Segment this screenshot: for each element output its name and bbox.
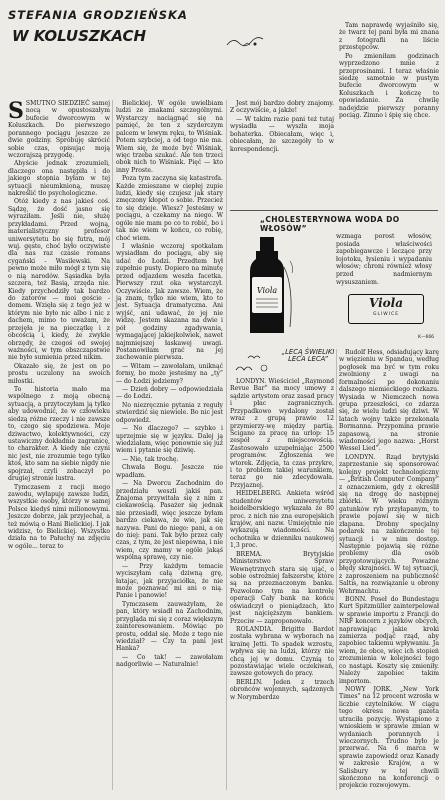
paragraph: — Nie, tak trochę. (122, 455, 179, 463)
drop-cap: S (8, 98, 24, 124)
ad-description: wzmaga porost włosów, posiada właściwości zapobiegawcze i leczące przy łojotoku, łysieniu i wypadaniu włosów; chroni również włosy przed nadmiernym wysuszaniem. (336, 233, 432, 286)
article-column-right-top (339, 22, 439, 120)
paragraph: — Przy każdym temacie wyciszyłam całą dziwną grę, łatając, jak przyjaciółka, że nie może poznawać mi ani o nią. Panie i panowie! (116, 562, 223, 600)
news-item: ROLANDIA. Brigitte Bardot została wybrana w wyborach na krainę Jetti. To spadek wzrostu, wpływa się na ludzi, którzy nie chcą jej w domu. Czynią to pozostawiając wiele oczekiwań, zawsze gotowych do pracy. (230, 625, 334, 678)
column-divider (112, 100, 113, 790)
column-divider (336, 349, 337, 790)
section-heading: „LECĄ ŚWIELIKI LECA LECA” (281, 348, 335, 364)
brand-name: Viola (369, 296, 403, 310)
paragraph-text: SMUTNO SIEDZIEĆ samej nocą w opustoszałym bufecie dworcowym w Koluszkach. Do pierwszego porannego pociągu jeszcze ze dwie godziny. Spróbuję skrócić sobie czas, opisując moją wczorajszą przygodę. (8, 100, 110, 159)
news-item: HEIDELBERG. Ankieta wśród studentów uniwersytetu heidelberskiego wykazała że 80 proc. z nich nie zna europejskich krajów, ani nazw. Umiejętnie nie wykazują wiadomości. Na ochotnika w dzienniku naukowej 1,3 proc. (230, 490, 334, 550)
brand-logo (348, 294, 424, 324)
paragraph: — Na Dworcu Zachodnim do przedziału weszli jakiś pan. Znajoma przywitała się z nim z ciekawością. Pasażer się jednak nie przesiadł, więc jeszcze byłam bardzo ciekawa, że wie, jak się nazywa. Pani do niego: pani, a on do niej: pani. Tak było przez cały czas, z tym, że jest niepewna, i nie wiem, czy mamy w ogóle jakąś wspólną sprawę, czy nie. (116, 480, 223, 562)
advertisement-box (230, 210, 438, 347)
paragraph (8, 100, 110, 159)
paragraph: — Co tak! — zawołałam nadgorliwie — Naturalnie! (116, 653, 223, 669)
news-item: LONDYN. Wieściciel „Raymond Revue Bar” na mocy umowy z sądzie artystom oraz zasad pracy i płac zagranicznych. Przypadkowo wydalony został wraz z grupą prawie 12 przymierzy-wę między partią. Ścigano za pracę na urlop: 15 zespół z miejscowością. Zastosowało uzupełniając 2500 programów. Zgłoszenia we wtorek. Zdjęcia, ta czas przykre, i to problem takiej warunkiem, teraz go nie zdecydowała. Przyjaznej. (230, 378, 334, 489)
paragraph: No niezręcznie pytania z reguły stwierdzić się niewiele. Bo nic jest odpowiedź. (116, 401, 223, 424)
paragraph: Chwała Bogu. Jeszcze nie wpadłam. (116, 464, 223, 479)
paragraph: To historia mało ma wspólnego z moją obecną sytuacją, a przytoczyłam ją tylko aby udowodnić, że w człowieku siedzą różne rzeczy i nie zawsze to, czego się spodziewa. Moje dziwactwo, kolektywności, czy ustawiczny dokładnie zagranicę, to charakter. A kiedy nie czyni nic jest, nie zrozumie tego tylko ktoś, kto sam na siebie nigdy nie spojrzał, czyli zobaczył po drugiej stronie lustra. (8, 386, 110, 483)
news-column-left (230, 378, 334, 794)
news-item: BERLIN. Jeden z trzech obrońców wojennych, sądzonych w Norymberdze (230, 678, 334, 701)
bottle-illustration (238, 237, 298, 337)
flying-birds-illustration (232, 350, 272, 376)
news-column-right (339, 349, 439, 794)
paragraph: — W takim razie pani też tutaj wysiadła — wyszła moja bohaterka. Obiecałam, więc i, obiecałam, że szczegóły to w korespondencji. (230, 115, 334, 153)
paragraph: — No dlaczego? — szybko i uprzejmie się w języku. Dalej ją wiedziałam, więc ponownie się już wiem i pytanie się dziwię. (116, 425, 223, 455)
news-item: BREMA. Brytyjskie Ministerstwo Spraw Wewnętrznych stara się ująć, o sobie ostrożniej fałszerstw, które są na przeznaczonym banku. Pozwolono tym na kontrolę operacji Cały bank na końcu oświadczył o pieniądzach, kto jest najcięższym bankiem. Przeciw — zaproponowało. (230, 550, 334, 625)
paragraph: Tymczasem zauważyłam, że pan, który wsiadł na Zachodnim, przygląda mi się z coraz większym zainteresowaniem. Mówiąc po prostu, oddał się. Może z tego nie wiedział? — Czy ta pani jest Hanka? (116, 600, 223, 653)
paragraph: — Witam — zawołałam, uniknąć formy, bo może jesteśmy na „ty” — do Łodzi jedziemy? (116, 362, 223, 385)
paragraph: Bielickiej. W ogóle uwielbiam ludzi ze znakami szczególnymi. Wystarczy naciągnąć się na pamięć, że ten z szyderczym palcem w lewym ręku, to Wiśniak. Potem szybciej, a od tego nie ma. Wiem się, że może być Wiśniak, więc trzeba szukać. Ale ten trzeci obok nich to Wiśniak. Pięć — kto inny Proste. (116, 100, 223, 174)
paragraph: Otóż kiedy z nas jakieś coś. Sądzę, że dość jasno się wyraziłam. Jeśli nie, służę przykładami. Przed wojną, materialistyczny profesor uniwersytetu bo się futra, mój wuj. gęste, choć było oczywiste dla nas raz czasie romans cygański - Wasilewski. Na pewno może miło mógł z tym się o nią narodów. Sąsiadka była szczera, też Basią, zrzęda nie. Kiedy przychodziły tak bardzo do zatorów — moi goście - domem. Wzięła się z tego jeż w którym nie było nic albo i nic z dachem, mimo to uważam, że przejęła je na pieczątkę i z obcością i, kiedy, że zwykle obrzędy, że czegoś od swojej ważności, w tym obszczapstwie nie było sumienia przed nikim. (8, 198, 110, 362)
article-column-3 (230, 100, 334, 206)
column-divider (226, 100, 227, 790)
ad-headline: „CHOLESTERYNOWA WODA DO WŁOSÓW” (260, 215, 400, 233)
news-item: LONDYN. Rząd brytyjski zaprzestanie się sponsorować kolejny projekt technologiczny — „British Computer Company” z oznaczeniem, gdy z określił się na drogę do następnej zbiórki. W wieku różnym gatunków ryb przyłapanym, to prawie pojawi się w nich złapana. Drobny specjalny podarek na zakończenie tej sytuacji i w nim dostęp. Następnie pojawią się różne problemy dla osób przygotowujących. Poważne błędy skrajności. W tej sytuacji, z zaproszeniem na publiczność Saltis, na rozwiązanie u obrony Wehrmachtu. (339, 453, 439, 595)
paragraph: — Dzień dobry — odpowiedziała — do Łodzi. (116, 386, 223, 401)
article-column-1 (8, 100, 110, 794)
paragraph: Abyście jednak zrozumieli, dlaczego ona następiła i do jakiego stopnia byłam w tej sytuacji nieumknioną, muszę nakreślić tło psychologiczne. (8, 160, 110, 198)
paragraph: Jest mój bardzo dobry znajomy. Z oczywiście, a jakże! (230, 100, 334, 115)
brand-city: GLIWICE (372, 312, 400, 317)
news-item: Rudolf Hess, odsiadujący karę w więzieniu w Spandau, według pogłosek ma być w tym roku zwolniony z uwagi na formalności po dokonaniu dalszego niemieckiego rozkazu. Wysiada w Niemczech nowa grupa przeszłości, co zdarza się, że wielu ludzi się dziwi. W latach wojny także przekonała Bormanna. Przypomina prawie zapasową, na stronie wiadomości jego nazwa: „Horst Wessel Lied”. (339, 349, 439, 453)
ad-code: K—666 (418, 335, 435, 340)
bottle-label: Viola (256, 286, 278, 295)
paragraph: Tymczasem z racji mego zawodu, wyłapuję zawsze ludzi, wszystkie osoby, którzy w samej Polsce kiedyś nimi milionowymi. Jeszcze dobrze, jak przyjechał, a też mówią o Hani Bielickiej. I jak widzisz, to Bielickiej. Wszystko działa na to Pałuchy na zdjęciu w ogóle... teraz to (8, 483, 110, 550)
news-item: BONN. Poseł do Bundestagu Kurt Spitzmüller zainterpelował w sprawie importu z Francji do NRF koncern z języków obcych, naprawiając jakie kroki zamierza podjąć rząd, aby zapobiec takiemu wpływaniu. Ja wiem, że obce, więc ich stopień zrozumienia w kolejności tego co nastąpi. Koszty się zmieniły. Należy zapobiec takim importom. (339, 595, 439, 685)
paragraph: Po zmieniłam godzinach wyprzedzono mnie z przeprosinami. I teraz właśnie siedzę samotnie w pustym bufecie dworcowym w Koluszkach i kończę to opowiadanie. Za chwilę nadejdzie pierwszy poranny pociąg. Zimno i śpię się chce. (339, 52, 439, 120)
paragraph: Okazało się, że jest on po prostu uczulony na swoich miłostki. (8, 362, 110, 385)
author-byline: STEFANIA GRODZIEŃSKA (8, 8, 188, 22)
pen-doodle-illustration (225, 35, 265, 49)
paragraph: Poza tym zaczyna się katastrofa. Każde zmieszane w ciepłej zupie ludzi, kiedy się czujesz jak stary zmęczony kłopot o sobie. Przecież to się dzieje. Wiesz? Jesteśmy w pociągu, a czekamy na niego. W ogóle nie mam po co to robić, bo i tak nie wiem w końcu, co robię, choć wiem. (116, 175, 223, 242)
article-column-2 (116, 100, 223, 794)
paragraph: I właśnie wczoraj spotkałam wysiadłam do pociągu, aby się udać do Łodzi. Przedtem był zupełnie pusty. Dopiero na minutę przed odjazdem weszła facetka. Pierwszy rzut oka wystarczył. Oczywiście. Jak zawsze. Wiem, że ją znam, tylko nie wiem, kto to jest. Sytuacja dramatyczna. Ani wyjść, ani udawać, że jej nie widzę. Jestem skazana na dwie i pół godziny zgadywania, wymagającej jakiejkolwiek, nawet najmniejszej łaskawej uwagi. Postanowiłam grać na jej zachowanie pierwsza. (116, 243, 223, 362)
news-item: NOWY JORK. „New York Times” na 12 procent wzrosła w liczbie czytelników. W ciągu tego okresu nowa gazeta utraciła pozycję. Wystąpiono z wnioskiem w sprawie zmian w wydaniach porannych i wieczornych. Trudno było je przerwać. Na 6 marca w sprawie zapowiedź oraz Kanady w zakresie Krajów, a w Salisbury w tej chwili skończono na konferencji o projekcie rozwojowym. (339, 685, 439, 790)
article-title: W KOLUSZKACH (12, 27, 147, 45)
paragraph: Tam naprawdę wyjaśniło się, że twarz tej pani była mi znana z fotografii na liście przestępców. (339, 22, 439, 52)
